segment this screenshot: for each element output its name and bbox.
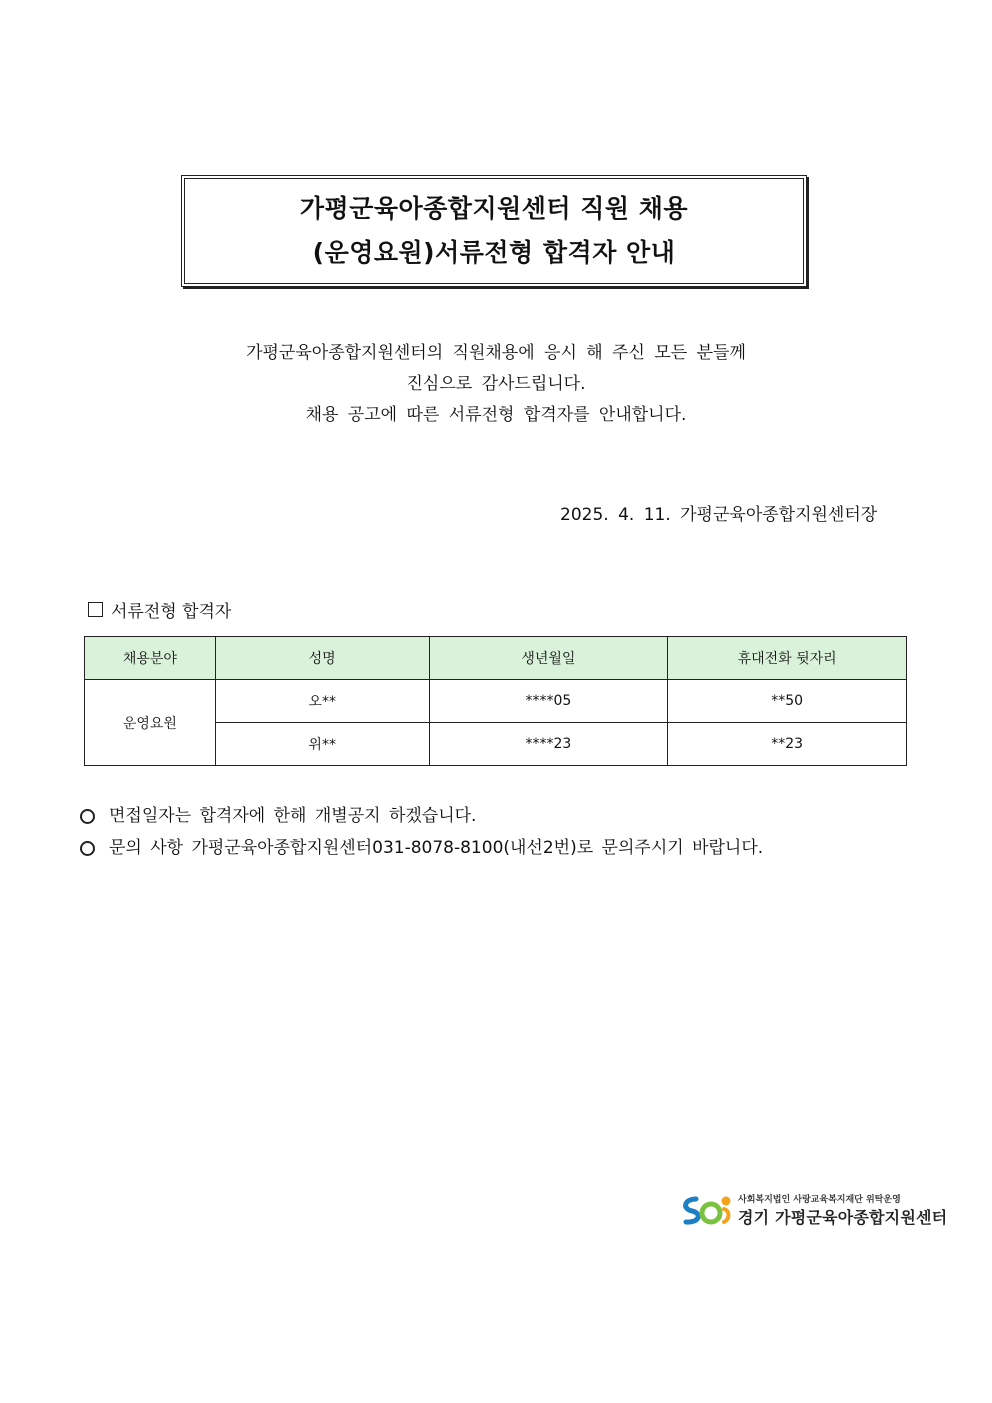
cell-name: 위** — [215, 723, 429, 766]
center-logo-icon — [680, 1193, 732, 1227]
title-line-1: 가평군육아종합지원센터 직원 채용 — [299, 194, 689, 223]
circle-bullet-icon — [80, 841, 95, 856]
square-bullet-icon — [88, 602, 103, 617]
results-table — [84, 636, 907, 766]
table-row — [85, 680, 907, 723]
cell-birth: ****23 — [429, 723, 668, 766]
header-name: 성명 — [215, 637, 429, 680]
note-item — [80, 800, 763, 832]
intro-text — [0, 338, 992, 431]
notes-list — [80, 800, 763, 864]
cell-phone: **50 — [668, 680, 907, 723]
title-line-2: (운영요원)서류전형 합격자 안내 — [312, 238, 676, 267]
cell-phone: **23 — [668, 723, 907, 766]
note-text: 면접일자는 합격자에 한해 개별공지 하겠습니다. — [109, 806, 477, 826]
intro-line-2: 진심으로 감사드립니다. — [406, 374, 586, 394]
cell-name: 오** — [215, 680, 429, 723]
note-text: 문의 사항 가평군육아종합지원센터031-8078-8100(내선2번)로 문의주시기 바랍니다. — [109, 838, 764, 858]
section-heading — [88, 597, 231, 622]
logo-subtitle: 사회복지법인 사랑교육복지재단 위탁운영 — [738, 1195, 901, 1205]
header-phone: 휴대전화 뒷자리 — [668, 637, 907, 680]
table-header-row — [85, 637, 907, 680]
header-birth: 생년월일 — [429, 637, 668, 680]
intro-line-3: 채용 공고에 따른 서류전형 합격자를 안내합니다. — [305, 405, 687, 425]
cell-field: 운영요원 — [85, 680, 216, 766]
cell-birth: ****05 — [429, 680, 668, 723]
header-field: 채용분야 — [85, 637, 216, 680]
center-logo — [680, 1192, 947, 1228]
logo-name: 경기 가평군육아종합지원센터 — [738, 1208, 948, 1227]
circle-bullet-icon — [80, 809, 95, 824]
title-box — [181, 175, 807, 287]
note-item — [80, 832, 763, 864]
section-heading-text: 서류전형 합격자 — [111, 602, 232, 622]
date-signature: 2025. 4. 11. 가평군육아종합지원센터장 — [560, 505, 878, 525]
intro-line-1: 가평군육아종합지원센터의 직원채용에 응시 해 주신 모든 분들께 — [246, 343, 746, 363]
